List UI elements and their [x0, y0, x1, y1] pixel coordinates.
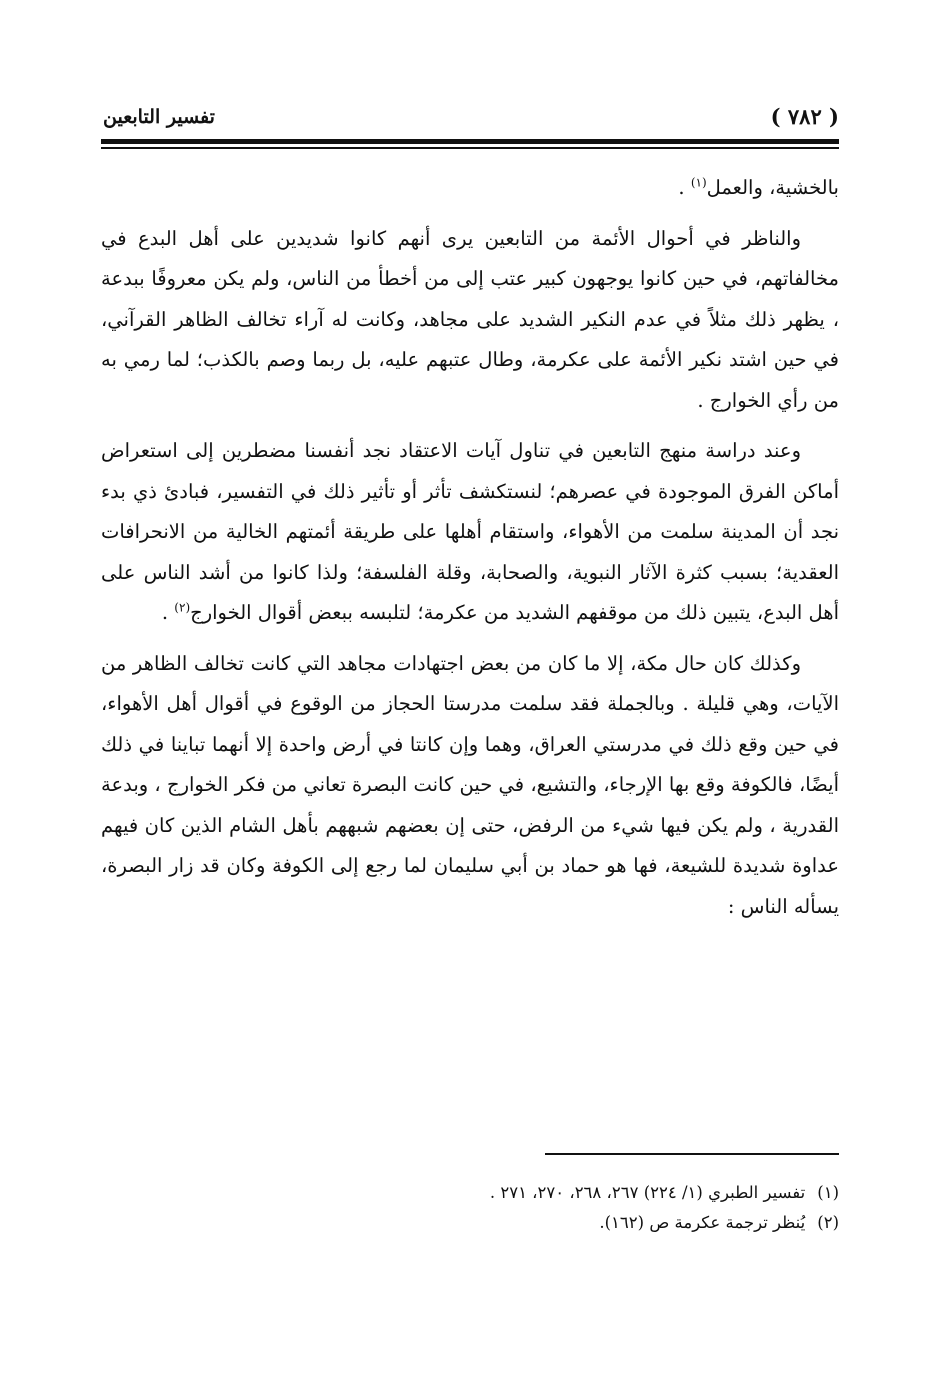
header-rule-thin: [101, 147, 839, 149]
footnote-number: (٢): [817, 1213, 839, 1232]
body-text: [101, 168, 839, 937]
footnote-item: [101, 1208, 839, 1238]
footnote-ref-1[interactable]: (١): [690, 175, 707, 190]
footnote-text: يُنظر ترجمة عكرمة ص (١٦٢).: [599, 1213, 806, 1232]
footnote-item: [101, 1178, 839, 1208]
page-header: [103, 100, 839, 136]
paragraph-end: .: [161, 601, 175, 624]
footnote-number: (١): [817, 1183, 839, 1202]
page-number: ( ٧٨٢ ): [770, 104, 839, 129]
paragraph-end: .: [678, 176, 691, 199]
paragraph: وكذلك كان حال مكة، إلا ما كان من بعض اجتهادات مجاهد التي كانت تخالف الظاهر من الآيات، وهي قليلة . وبالجملة فقد سلمت مدرستا الحجاز من الوقوع في أقوال أهل الأهواء، في حين وقع ذلك في مدرستي العراق، وهما وإن كانتا في أرض واحدة إلا أنهما تباينا في ذلك أيضًا، فالكوفة وقع بها الإرجاء، والتشيع، في حين كانت البصرة تعاني من فكر الخوارج ، وبدعة القدرية ، ولم يكن فيها شيء من الرفض، حتى إن بعضهم شبههم بأهل الشام الذين كان فيهم عداوة شديدة للشيعة، فها هو حماد بن أبي سليمان لما رجع إلى الكوفة وكان قد زار البصرة، يسأله الناس :: [101, 651, 839, 918]
running-title: تفسير التابعين: [103, 106, 215, 128]
paragraph-text: بالخشية، والعمل: [706, 176, 839, 199]
footnote-separator: [545, 1153, 839, 1155]
footnotes: [101, 1178, 839, 1238]
header-rule-thick: [101, 139, 839, 144]
paragraph-text: وعند دراسة منهج التابعين في تناول آيات الاعتقاد نجد أنفسنا مضطرين إلى استعراض أماكن الفرق الموجودة في عصرهم؛ لنستكشف تأثر أو تأثير ذلك في التفسير، فبادئ ذي بدء نجد أن المدينة سلمت من الأهواء، واستقام أهلها على طريقة أئمتهم الخالية من الانحرافات العقدية؛ بسبب كثرة الآثار النبوية، والصحابة، وقلة الفلسفة؛ ولذا كانوا من أشد الناس على أهل البدع، يتبين ذلك من موقفهم الشديد من عكرمة؛ لتلبسه ببعض أقوال الخوارج: [101, 439, 839, 624]
paragraph-continuation: [101, 168, 839, 209]
footnote-ref-2[interactable]: (٢): [174, 600, 191, 615]
paragraph: والناظر في أحوال الأئمة من التابعين يرى أنهم كانوا شديدين على أهل البدع في مخالفاتهم، في حين كانوا يوجهون كبير عتب إلى من أخطأ من الناس، ولم يكن معروفًا ببدعة ، يظهر ذلك مثلاً في عدم النكير الشديد على مجاهد، وكانت له آراء تخالف الظاهر القرآني، في حين اشتد نكير الأئمة على عكرمة، وطال عتبهم عليه، بل ربما وصم بالكذب؛ لما رمي به من رأي الخوارج .: [101, 226, 839, 412]
paragraph: [101, 431, 839, 634]
footnote-text: تفسير الطبري (١/ ٢٢٤) ٢٦٧، ٢٦٨، ٢٧٠، ٢٧١ .: [489, 1183, 806, 1202]
